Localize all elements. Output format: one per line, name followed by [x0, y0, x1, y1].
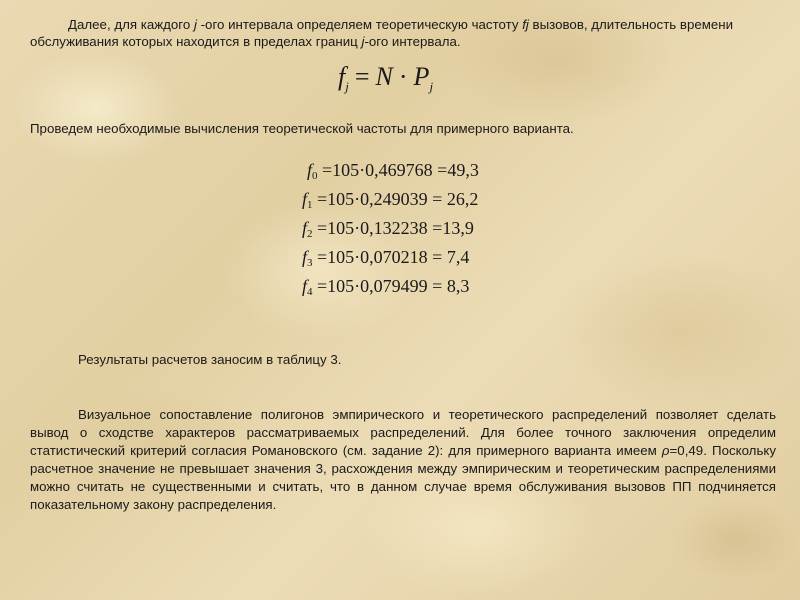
calculation-row	[302, 243, 479, 272]
formula-p: P	[413, 62, 430, 91]
calculation-row	[302, 214, 479, 243]
calc-expr: =105·0,249039 = 26,2	[312, 189, 479, 209]
fj-symbol: fj	[522, 17, 529, 32]
formula-lhs: f	[338, 62, 346, 91]
calc-note: Проведем необходимые вычисления теоретической частоты для примерного варианта.	[30, 121, 574, 136]
intro-text-3: вызовов, длительность времени обслуживания которых находится в пределах границ	[30, 17, 734, 49]
calc-fn: f	[302, 189, 308, 209]
calc-sub: 3	[307, 257, 313, 269]
formula-lhs-sub: j	[345, 79, 349, 94]
calc-expr: =105·0,469768 =49,3	[317, 160, 479, 180]
calc-expr: =105·0,070218 = 7,4	[312, 247, 470, 267]
j-symbol: j	[193, 17, 197, 32]
calc-fn: f	[302, 218, 308, 238]
calculation-list	[302, 156, 479, 301]
main-formula	[338, 62, 433, 95]
calculation-row	[302, 185, 479, 214]
calc-sub: 0	[312, 170, 318, 182]
conclusion-paragraph	[30, 406, 776, 514]
intro-text-1: Далее, для каждого	[68, 17, 194, 32]
calculation-row	[307, 156, 479, 185]
rho-symbol: ρ	[661, 443, 670, 458]
calc-sub: 2	[307, 228, 313, 240]
j-symbol-2: j	[361, 34, 365, 49]
calc-fn: f	[307, 160, 313, 180]
intro-paragraph	[30, 16, 776, 50]
calculation-row	[302, 272, 479, 301]
calc-sub: 4	[307, 286, 313, 298]
conclusion-text-2: =0,49. Поскольку расчетное значение не превышает значения 3, расхождения между эмпирическим и теоретическим распределениями можно считать не существенными и считать, что в данном случае время обслуживания вызовов ПП подчиняется показательному закону распределения.	[30, 443, 776, 512]
formula-equals: =	[354, 62, 370, 91]
formula-n: N	[375, 62, 393, 91]
conclusion-text-1: Визуальное сопоставление полигонов эмпирического и теоретического распределений позволяет сделать вывод о сходстве характеров рассматриваемых распределений. Для более точного заключения определим статистический критерий согласия Романовского (см. задание 2): для примерного варианта имеем	[30, 407, 776, 458]
formula-dot: ·	[398, 62, 408, 91]
results-note: Результаты расчетов заносим в таблицу 3.	[78, 352, 342, 367]
intro-text-2: -ого интервала определяем теоретическую частоту	[196, 17, 523, 32]
calc-expr: =105·0,079499 = 8,3	[312, 276, 470, 296]
intro-text-4: -ого интервала.	[364, 34, 461, 49]
calc-fn: f	[302, 276, 308, 296]
calc-expr: =105·0,132238 =13,9	[312, 218, 474, 238]
calc-fn: f	[302, 247, 308, 267]
calc-sub: 1	[307, 199, 313, 211]
formula-p-sub: j	[429, 79, 434, 94]
